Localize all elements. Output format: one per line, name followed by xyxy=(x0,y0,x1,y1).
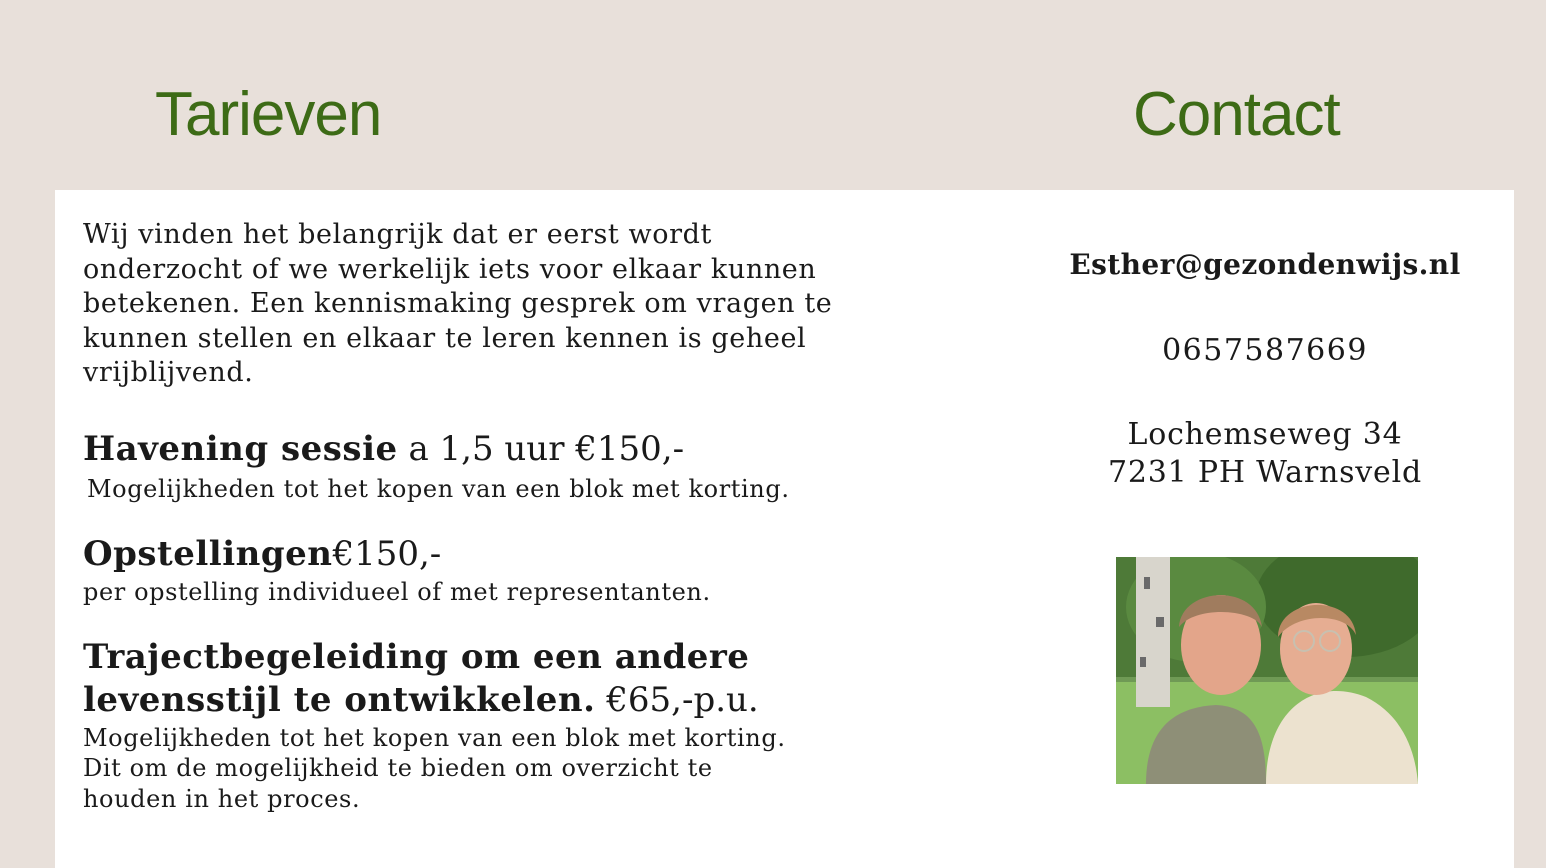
price-opstellingen xyxy=(83,533,441,576)
price-traject-line2 xyxy=(83,679,759,722)
contact-address-city: 7231 PH Warnsveld xyxy=(1107,455,1423,490)
couple-photo xyxy=(1116,557,1418,784)
contact-phone[interactable]: 0657587669 xyxy=(1162,333,1368,368)
price-havening-amount: a 1,5 uur €150,- xyxy=(408,429,685,469)
price-traject-note-2: Dit om de mogelijkheid te bieden om overzicht te xyxy=(83,754,713,782)
price-havening-note: Mogelijkheden tot het kopen van een blok met korting. xyxy=(87,475,790,503)
intro-text: Wij vinden het belangrijk dat er eerst wordt onderzocht of we werkelijk iets voor elkaar kunnen betekenen. Een kennismaking gesprek om vragen te kunnen stellen en elkaar te leren kennen is geheel vrijblijvend. xyxy=(83,219,833,388)
contact-heading: Contact xyxy=(1133,80,1340,149)
price-traject-title-2: levensstijl te ontwikkelen. xyxy=(83,680,596,720)
price-traject-amount: €65,-p.u. xyxy=(606,680,759,720)
price-havening-title: Havening sessie xyxy=(83,429,398,469)
price-opstellingen-title: Opstellingen xyxy=(83,534,333,574)
contact-address-street: Lochemseweg 34 xyxy=(1127,417,1403,452)
contact-email[interactable]: Esther@gezondenwijs.nl xyxy=(1069,248,1461,281)
tarieven-heading: Tarieven xyxy=(155,80,382,149)
price-havening xyxy=(83,428,684,471)
price-traject-line1 xyxy=(83,636,749,679)
price-traject-note-1: Mogelijkheden tot het kopen van een blok met korting. xyxy=(83,724,786,752)
content-panel xyxy=(55,190,1514,868)
price-traject-note-3: houden in het proces. xyxy=(83,785,361,813)
price-opstellingen-note: per opstelling individueel of met representanten. xyxy=(83,578,711,606)
price-traject-title-1: Trajectbegeleiding om een andere xyxy=(83,637,750,677)
price-opstellingen-amount: €150,- xyxy=(332,534,442,574)
